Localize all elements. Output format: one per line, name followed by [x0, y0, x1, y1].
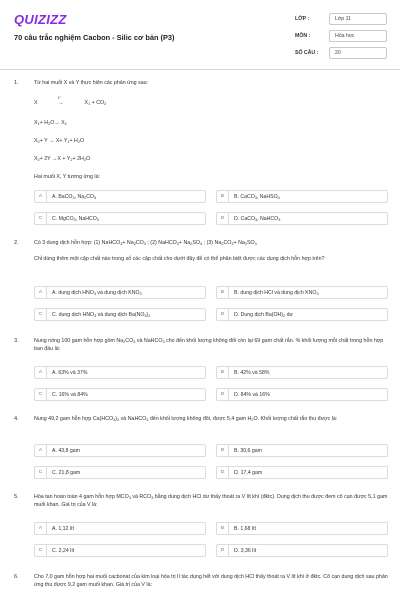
- question-stem: Nung nóng 100 gam hỗn hợp gồm $Na_2CO_3$ và NaHCO$_3$ cho đến khối lượng không đổi còn lại 69 gam chất rắn. % khối lượng mỗi chất trong hỗn hợp ban đầu là:: [34, 338, 384, 352]
- question-6: [14, 574, 392, 598]
- worksheet-title: 70 câu trắc nghiệm Cacbon - Silic cơ bản (P3): [14, 33, 175, 42]
- option-c[interactable]: C C. MgCO$_3$, NaHCO$_3$: [34, 212, 206, 225]
- header-divider: [0, 69, 400, 70]
- worksheet-header: [0, 0, 400, 66]
- meta-count-value: 20: [329, 47, 387, 59]
- question-stem: Hòa tan hoàn toàn 4 gam hỗn hợp $MCO_3$ và $RCO_3$ bằng dung dịch HCl dư thấy thoát ra V lít khí (đktc). Dung dịch thu được đem cô cạn được 5,1 gam muối khan. Giá trị của V là:: [34, 494, 388, 508]
- question-ask: Hai muối X, Y tương ứng là:: [34, 174, 101, 180]
- option-c[interactable]: C C. 2,24 lít: [34, 544, 206, 557]
- option-d[interactable]: D D. 84% và 16%: [216, 388, 388, 401]
- question-4: [14, 416, 392, 482]
- option-c[interactable]: C C. 21,8 gam: [34, 466, 206, 479]
- option-d[interactable]: D D. 17,4 gam: [216, 466, 388, 479]
- reaction-heat: t°: [58, 95, 61, 100]
- reaction-line-3: $X_2+ Y \to X+ Y_1+ H_2O$: [34, 138, 85, 144]
- question-stem: Có 3 dung dịch hỗn hợp: (1) NaHCO$_3$+ $Na_2CO_3$ ; (2) NaHCO$_3$+ $Na_2SO_4$ ; (3) $Na_2CO_3+ Na_2SO_4$: [34, 240, 257, 246]
- meta-subject-value: Hóa học: [329, 30, 387, 42]
- option-b[interactable]: B B. 1,68 lít: [216, 522, 388, 535]
- question-number: 4.: [14, 416, 19, 422]
- option-b[interactable]: B B. 42% và 58%: [216, 366, 388, 379]
- question-2: [14, 240, 392, 335]
- option-c[interactable]: C C. dung dịch $HNO_3$ và dung dịch $Ba(NO_3)_2$: [34, 308, 206, 321]
- meta-subject-label: MÔN :: [295, 32, 311, 39]
- meta-count-label: SỐ CÂU :: [295, 49, 319, 56]
- option-b[interactable]: B B. 30,6 gam: [216, 444, 388, 457]
- option-c[interactable]: C C. 16% và 84%: [34, 388, 206, 401]
- option-a[interactable]: A A. 63% và 37%: [34, 366, 206, 379]
- reaction-arrow: t° →: [58, 95, 64, 106]
- option-a[interactable]: A A. dung dịch $HNO_3$ và dung dịch $KNO_3$: [34, 286, 206, 299]
- question-stem: Cho 7,0 gam hỗn hợp hai muối cacbonat của kim loại hóa trị II tác dụng hết với dung dịch HCl thấy thoát ra V lít khí ở đktc. Cô cạn dung dịch sau phản ứng thu được 9,2 gam muối khan. Giá trị của V là:: [34, 574, 388, 588]
- question-stem: Nung 49,2 gam hỗn hợp $Ca(HCO_3)_2$ và NaHCO$_3$ đến khối lượng không đổi, được 5,4 gam $H_2O$. Khối lượng chất rắn thu được là:: [34, 416, 338, 422]
- question-stem: Từ hai muối X và Y thực hiện các phản ứng sau:: [34, 80, 149, 86]
- reaction-reactant: X: [34, 100, 38, 106]
- question-5: [14, 494, 392, 560]
- meta-subject-row: [295, 29, 387, 42]
- option-b[interactable]: B B. CaCO$_3$, NaHSO$_4$: [216, 190, 388, 203]
- worksheet-meta: [295, 12, 387, 63]
- option-d[interactable]: D D. 3,36 lít: [216, 544, 388, 557]
- meta-count-row: [295, 46, 387, 59]
- question-ask: Chỉ dùng thêm một cặp chất nào trong số các cặp chất cho dưới đây để có thể phân biệt được các dung dịch hỗn hợp trên?: [34, 256, 325, 262]
- quizizz-logo: QUIZIZZ: [14, 12, 67, 27]
- question-number: 2.: [14, 240, 19, 246]
- option-d[interactable]: D D. CaCO$_3$, NaHCO$_3$: [216, 212, 388, 225]
- reaction-line-4: $X_2+ 2Y \to X + Y_2+ 2H_2O$: [34, 156, 91, 162]
- option-a[interactable]: A A. 1,12 lít: [34, 522, 206, 535]
- option-a[interactable]: A A. 43,8 gam: [34, 444, 206, 457]
- meta-class-row: [295, 12, 387, 25]
- question-number: 3.: [14, 338, 19, 344]
- reaction-line-2: $X_1+ H_2O\to X_2$: [34, 120, 67, 126]
- question-number: 5.: [14, 494, 19, 500]
- meta-class-value: Lớp 11: [329, 13, 387, 25]
- reaction-line-1: [34, 95, 107, 106]
- question-number: 1.: [14, 80, 19, 86]
- reaction-products: $X_1 + CO_2$: [84, 100, 107, 106]
- option-d[interactable]: D D. Dung dịch $Ba(OH)_2$ dư: [216, 308, 388, 321]
- question-1: [14, 80, 392, 230]
- question-3: [14, 338, 392, 402]
- option-b[interactable]: B B. dung dịch HCl và dung dịch $KNO_3$: [216, 286, 388, 299]
- question-number: 6.: [14, 574, 19, 580]
- option-a[interactable]: A A. BaCO$_3$, $Na_2CO_3$: [34, 190, 206, 203]
- meta-class-label: LỚP :: [295, 15, 310, 22]
